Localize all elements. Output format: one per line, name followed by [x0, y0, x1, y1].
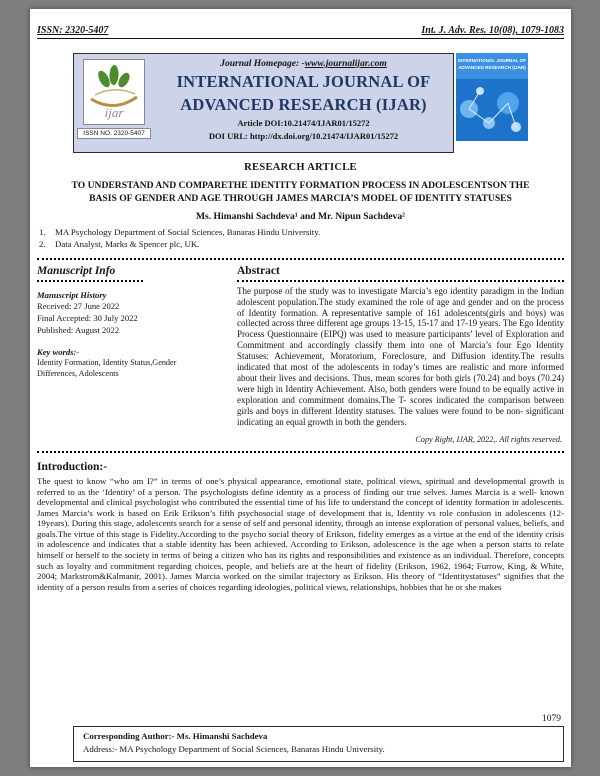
accepted-date: Final Accepted: 30 July 2022: [37, 312, 138, 323]
corresponding-author-line: Corresponding Author:- Ms. Himanshi Sachdeva: [83, 730, 268, 741]
affiliation-number: 2.: [39, 239, 46, 250]
two-column-section: [37, 265, 564, 445]
article-title: TO UNDERSTAND AND COMPARETHE IDENTITY FORMATION PROCESS IN ADOLESCENTSON THE BASIS OF GENDER AND AGE THROUGH JAMES MARCIA’S MODEL OF IDENTITY STATUSES: [71, 180, 530, 204]
corresponding-address-line: Address:- MA Psychology Department of Social Sciences, Banaras Hindu University.: [83, 743, 385, 754]
masthead-text: [154, 54, 453, 152]
issn-no-badge: ISSN NO. 2320-5407: [77, 128, 151, 139]
manuscript-history-heading: Manuscript History: [37, 289, 107, 300]
article-authors: Ms. Himanshi Sachdeva¹ and Mr. Nipun Sachdeva²: [195, 211, 406, 223]
affiliation-text: MA Psychology Department of Social Sciences, Banaras Hindu University.: [55, 227, 321, 238]
doi-url-label: DOI URL:: [208, 131, 251, 142]
journal-header-box: [73, 53, 454, 153]
affiliation-item: [37, 226, 564, 238]
journal-ref-text: Int. J. Adv. Res. 10(08), 1079-1083: [421, 25, 564, 36]
keywords-text: Identity Formation, Identity Status,Gender Differences, Adolescents: [37, 358, 177, 379]
article-type-label: RESEARCH ARTICLE: [244, 162, 357, 173]
ijar-logo-text: ijar: [104, 105, 124, 120]
page-footer: [37, 712, 564, 762]
homepage-label: Journal Homepage: -: [220, 59, 305, 69]
affiliation-item: [37, 238, 564, 250]
journal-homepage-line: [154, 59, 453, 69]
published-date: Published: August 2022: [37, 324, 120, 335]
logo-column: [74, 54, 154, 152]
running-header: [37, 25, 564, 39]
dotted-separator: [37, 279, 143, 282]
manuscript-info-heading: Manuscript Info: [37, 264, 116, 277]
keywords-heading: Key words:-: [37, 347, 80, 358]
article-doi-line: [154, 118, 453, 128]
cover-caption-line2: ADVANCED RESEARCH (IJAR): [458, 65, 526, 70]
document-page: [30, 9, 571, 767]
article-doi-label: Article DOI:: [237, 118, 284, 129]
abstract-heading: Abstract: [237, 264, 280, 277]
ijar-logo-icon: [85, 61, 143, 123]
cover-caption-line1: INTERNATIONAL JOURNAL OF: [457, 58, 527, 63]
corresponding-author-box: [73, 726, 564, 762]
dotted-separator: [37, 450, 564, 453]
abstract-text: The purpose of the study was to investigate Marcia’s ego identity paradigm in the Indian adolescent population.The study examined the role of age and gender and on the process of Identity formation. A representative sample of 161 adolescents(girls and boys) was collected across three different age groups 13-15, 15-17 and 17-19 years. The Ego Identity Process Questionnaire (EIPQ) was used to measure participants’ level of Exploration and Commitment and accordingly classify them into one of Marcia’s four Ego Identity Statuses: Achievement, Moratorium, Foreclosure, and Diffusion identity.The results indicated that most of the adolescents in today’s times are realistic and more informed about their lives and decisions. Thus, mean scores for both girls (70.24) and boys (70.24) were high in Identity Achievement. Also, both genders were found to be equally active in exploration and commitment domains.The T- scores indicated the comparison between girls and boys in different Identity statuses. The values were found to be non- significant indicating an equal growth in both the genders.: [237, 285, 564, 428]
affiliation-number: 1.: [39, 227, 46, 238]
journal-masthead: [73, 53, 528, 153]
article-doi-value: 10.21474/IJAR01/15272: [283, 118, 370, 129]
page-number: 1079: [542, 713, 561, 724]
introduction-heading: Introduction:-: [37, 461, 108, 474]
journal-cover-image: [456, 53, 528, 141]
homepage-link[interactable]: www.journalijar.com: [304, 59, 387, 69]
issn-text: ISSN: 2320-5407: [37, 25, 109, 36]
abstract-column: [237, 265, 564, 445]
ijar-logo: [83, 59, 145, 125]
introduction-text: The quest to know “who am I?” in terms of one’s physical appearance, emotional state, political views, spiritual and developmental growth is referred to as the ‘Identity’ of a person. The psychologists define identity as a process of finding our true selves. James Marcia is a well- known developmental and clinical psychologist who contributed the essential time of his life to understand the concept of identity formation in adolescents. James Marcia’s work is based on Erik Erikson’s fifth psychosocial stage of development that is, Identity vs role confusion in adolescents (12-19years). During this stage, adolescents search for a sense of self and personal identity, through an intense exploration of personal values, beliefs, and goals.The virtue of this stage is Fidelity.According to the psycho social theory of Erikson, fidelity emerges as a virtue at the end of the identity crisis in adolescence and indicates that a stable identity has been achieved. According to Erikson, adolescence is the age when a person starts to relate himself or herself to the society in terms of being a citizen who has its rights and responsibilities and existence as an individual. Therefore, concepts such as loyalty and commitment regarding choices, people, and beliefs are at the heart of fidelity (Erikson, 1962, 1964; Furrow, King, & White, 2004; Markstrom&Kalmanir, 2001). James Marcia worked on the similar trajectory as Erikson. His theory of “Identitystatuses” signifies that the identity of a person results from a series of choices regarding ideologies, political views, relationships, hobbies that he or she makes: [37, 476, 564, 592]
manuscript-info-column: [37, 265, 225, 445]
journal-cover-graphic: [456, 53, 528, 141]
received-date: Received: 27 June 2022: [37, 300, 120, 311]
dotted-separator: [37, 257, 564, 260]
dotted-separator: [237, 279, 564, 282]
affiliation-text: Data Analyst, Marks & Spencer plc, UK.: [55, 239, 200, 250]
journal-title-line2: ADVANCED RESEARCH (IJAR): [180, 95, 427, 115]
journal-title-line1: INTERNATIONAL JOURNAL OF: [176, 72, 431, 91]
copyright-notice: Copy Right, IJAR, 2022,. All rights reserved.: [415, 435, 562, 445]
doi-url-line: [154, 131, 453, 141]
doi-url-link[interactable]: http://dx.doi.org/10.21474/IJAR01/15272: [250, 131, 399, 142]
affiliation-list: [37, 226, 564, 250]
